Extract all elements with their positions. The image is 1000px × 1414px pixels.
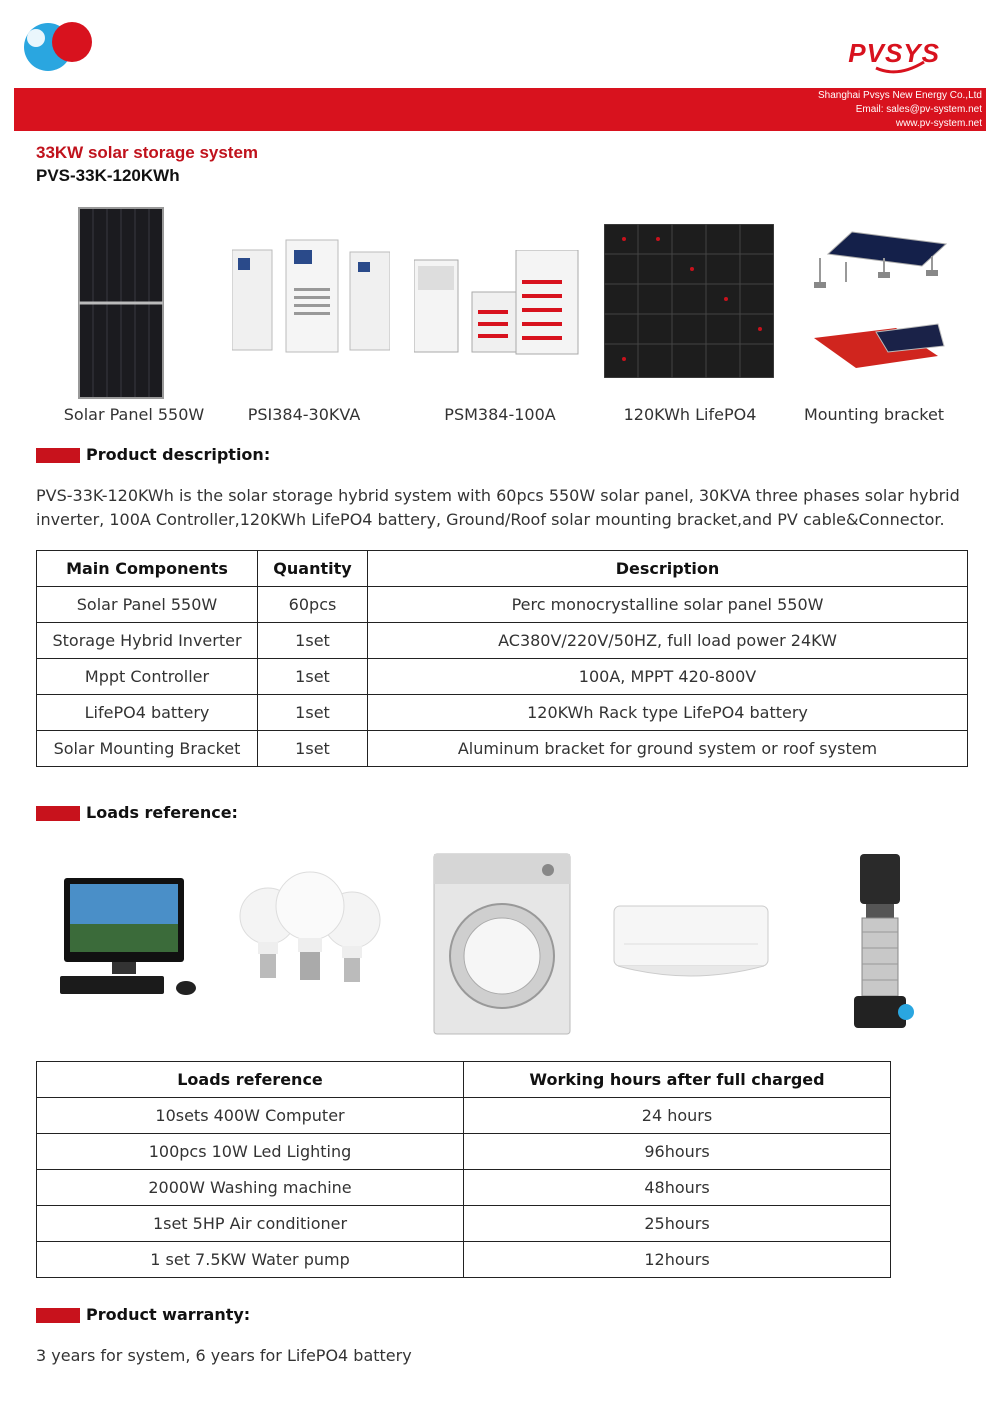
table-cell: 1set 5HP Air conditioner [37, 1206, 464, 1242]
table-cell: 2000W Washing machine [37, 1170, 464, 1206]
table-cell: 1set [258, 695, 368, 731]
table-cell: Mppt Controller [37, 659, 258, 695]
table-header: Description [368, 551, 968, 587]
company-email[interactable]: Email: sales@pv-system.net [855, 104, 982, 115]
company-name: Shanghai Pvsys New Energy Co.,Ltd [818, 90, 982, 101]
table-cell: Storage Hybrid Inverter [37, 623, 258, 659]
contact-info [818, 89, 982, 131]
warranty-text: 3 years for system, 6 years for LifePO4 battery [36, 1346, 412, 1365]
table-row [37, 659, 968, 695]
table-cell: 10sets 400W Computer [37, 1098, 464, 1134]
table-cell: 96hours [464, 1134, 891, 1170]
air-conditioner-icon [612, 904, 770, 986]
table-cell: 60pcs [258, 587, 368, 623]
mounting-bracket-icon [806, 228, 948, 374]
table-cell: 120KWh Rack type LifePO4 battery [368, 695, 968, 731]
section-title-description: Product description: [86, 445, 271, 464]
table-cell: Perc monocrystalline solar panel 550W [368, 587, 968, 623]
table-cell: 1set [258, 623, 368, 659]
computer-icon [58, 876, 200, 1000]
table-header: Working hours after full charged [464, 1062, 891, 1098]
water-pump-icon [848, 852, 916, 1034]
table-header: Main Components [37, 551, 258, 587]
table-header-row [37, 1062, 891, 1098]
controller-icon [414, 250, 580, 356]
product-caption: Solar Panel 550W [63, 405, 205, 424]
loads-table [36, 1061, 891, 1278]
table-header: Loads reference [37, 1062, 464, 1098]
table-row [37, 1134, 891, 1170]
table-row [37, 1242, 891, 1278]
table-row [37, 587, 968, 623]
table-row [37, 1098, 891, 1134]
brand-swoosh-icon [846, 32, 956, 76]
components-table [36, 550, 968, 767]
company-logo-circles [18, 20, 98, 72]
washing-machine-icon [430, 852, 574, 1038]
table-cell: 25hours [464, 1206, 891, 1242]
table-cell: Solar Panel 550W [37, 587, 258, 623]
table-cell: 48hours [464, 1170, 891, 1206]
table-cell: 1 set 7.5KW Water pump [37, 1242, 464, 1278]
table-cell: LifePO4 battery [37, 695, 258, 731]
solar-panel-icon [78, 207, 164, 399]
table-cell: AC380V/220V/50HZ, full load power 24KW [368, 623, 968, 659]
table-cell: 1set [258, 731, 368, 767]
table-cell: 24 hours [464, 1098, 891, 1134]
battery-rack-icon [604, 224, 774, 378]
led-bulbs-icon [234, 868, 386, 1008]
table-header-row [37, 551, 968, 587]
page-title: 33KW solar storage system [36, 143, 259, 162]
table-row [37, 731, 968, 767]
section-flag [36, 1308, 80, 1323]
table-cell: 12hours [464, 1242, 891, 1278]
brand-logo [848, 38, 940, 69]
table-row [37, 1206, 891, 1242]
table-cell: Solar Mounting Bracket [37, 731, 258, 767]
table-header: Quantity [258, 551, 368, 587]
inverter-icon [232, 238, 390, 354]
product-caption: Mounting bracket [803, 405, 945, 424]
table-row [37, 623, 968, 659]
company-website[interactable]: www.pv-system.net [895, 118, 982, 129]
model-title: PVS-33K-120KWh [36, 166, 180, 185]
table-cell: 100A, MPPT 420-800V [368, 659, 968, 695]
section-flag [36, 448, 80, 463]
section-flag [36, 806, 80, 821]
table-cell: 1set [258, 659, 368, 695]
table-row [37, 695, 968, 731]
section-title-loads: Loads reference: [86, 803, 238, 822]
product-caption: PSI384-30KVA [247, 405, 361, 424]
product-caption: 120KWh LifePO4 [623, 405, 757, 424]
table-row [37, 1170, 891, 1206]
product-description: PVS-33K-120KWh is the solar storage hybrid system with 60pcs 550W solar panel, 30KVA three phases solar hybrid inverter, 100A Controller,120KWh LifePO4 battery, Ground/Roof solar mounting bracket,and PV cable&Connector. [36, 486, 960, 529]
product-caption: PSM384-100A [444, 405, 556, 424]
table-cell: 100pcs 10W Led Lighting [37, 1134, 464, 1170]
section-title-warranty: Product warranty: [86, 1305, 251, 1324]
table-cell: Aluminum bracket for ground system or roof system [368, 731, 968, 767]
brand-name: PVSYS [848, 38, 940, 68]
